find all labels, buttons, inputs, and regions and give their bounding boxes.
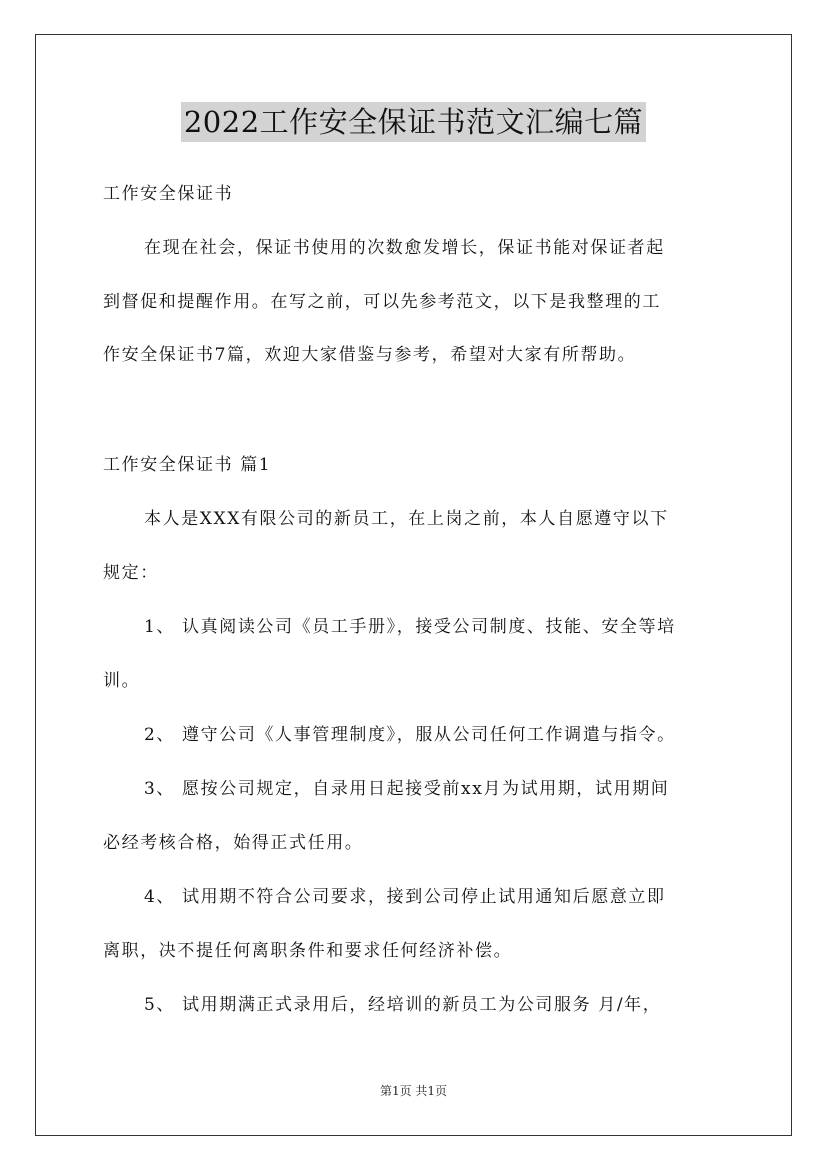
page-footer: 第1页 共1页	[379, 1084, 448, 1098]
paragraph-line: 作安全保证书7篇，欢迎大家借鉴与参考，希望对大家有所帮助。	[103, 345, 637, 365]
title-container	[0, 102, 827, 142]
list-item-line: 5、 试用期满正式录用后，经培训的新员工为公司服务 月/年，	[144, 995, 662, 1015]
list-item-line: 4、 试用期不符合公司要求，接到公司停止试用通知后愿意立即	[144, 887, 666, 907]
document-title: 2022工作安全保证书范文汇编七篇	[181, 102, 646, 142]
paragraph-line: 在现在社会，保证书使用的次数愈发增长，保证书能对保证者起	[144, 238, 665, 258]
list-item-line: 必经考核合格，始得正式任用。	[103, 833, 364, 853]
paragraph-line: 本人是XXX有限公司的新员工，在上岗之前，本人自愿遵守以下	[144, 509, 669, 529]
list-item-line: 离职，决不提任何离职条件和要求任何经济补偿。	[103, 941, 513, 961]
list-item-line: 2、 遵守公司《人事管理制度》，服从公司任何工作调遣与指令。	[144, 725, 676, 745]
paragraph-line: 到督促和提醒作用。在写之前，可以先参考范文，以下是我整理的工	[103, 292, 661, 312]
section-heading: 工作安全保证书 篇1	[103, 455, 272, 475]
section-heading: 工作安全保证书	[103, 184, 234, 204]
list-item-line: 3、 愿按公司规定，自录用日起接受前xx月为试用期，试用期间	[144, 779, 670, 799]
list-item-line: 1、 认真阅读公司《员工手册》，接受公司制度、技能、安全等培	[144, 617, 676, 637]
list-item-line: 训。	[103, 671, 141, 691]
paragraph-line: 规定：	[103, 563, 159, 583]
